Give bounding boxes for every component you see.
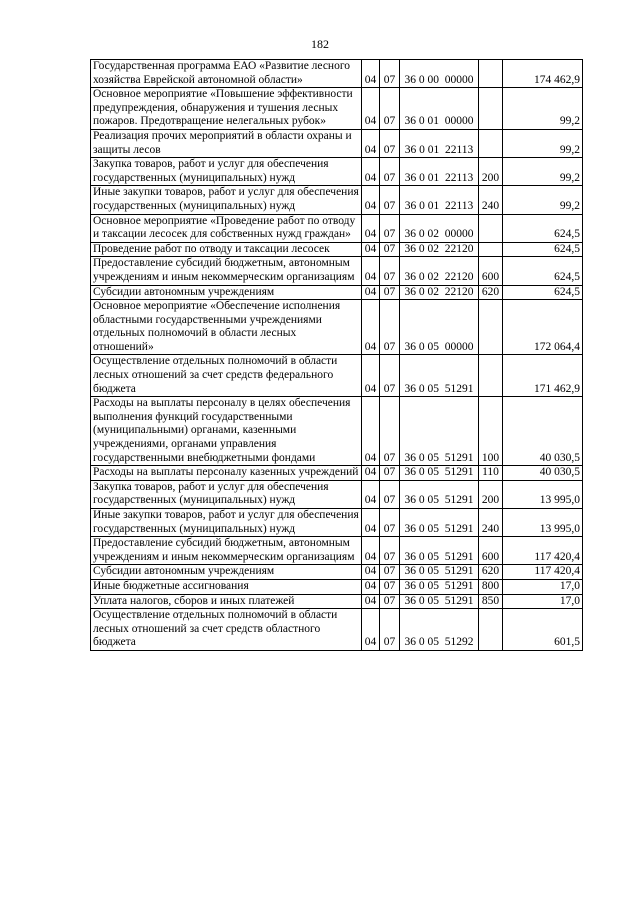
direction-code: 51291: [444, 451, 474, 464]
row-amount: 99,2: [503, 186, 583, 214]
row-subsection-code: 07: [380, 480, 400, 508]
page-number: 182: [311, 37, 329, 51]
row-expense-type-code: 620: [479, 285, 503, 300]
program-code: 36: [404, 199, 417, 212]
main-activity-code: 02: [427, 285, 439, 298]
row-section-code: 04: [362, 60, 380, 88]
row-expense-type-code: 600: [479, 257, 503, 285]
subprogram-code: 0: [418, 285, 425, 298]
row-amount: 13 995,0: [503, 509, 583, 537]
main-activity-code: 00: [427, 73, 439, 86]
program-code: 36: [404, 73, 416, 86]
table-row: [91, 480, 583, 508]
row-section-code: 04: [362, 88, 380, 130]
row-amount: 172 064,4: [503, 300, 583, 355]
row-section-code: 04: [362, 242, 380, 257]
row-expense-type-code: [479, 242, 503, 257]
row-subsection-code: 07: [380, 537, 400, 565]
table-row: [91, 214, 583, 242]
program-code: 36: [404, 522, 416, 535]
row-target-article-code: [400, 257, 479, 285]
row-subsection-code: 07: [380, 609, 400, 651]
program-code: 36: [404, 242, 416, 255]
row-amount: 17,0: [503, 594, 583, 609]
program-code: 36: [404, 228, 416, 241]
table-row: [91, 242, 583, 257]
direction-code: 51291: [444, 579, 474, 592]
row-section-code: 04: [362, 509, 380, 537]
row-section-code: 04: [362, 214, 380, 242]
row-name: Основное мероприятие «Проведение работ по отводу и таксации лесосек для собственных нужд граждан»: [91, 214, 362, 242]
row-target-article-code: [400, 129, 479, 157]
direction-code: 00000: [444, 115, 474, 128]
row-target-article-code: [400, 509, 479, 537]
row-target-article-code: [400, 480, 479, 508]
subprogram-code: 0: [419, 171, 425, 184]
row-name: Закупка товаров, работ и услуг для обеспечения государственных (муниципальных) нужд: [91, 480, 362, 508]
program-code: 36: [404, 451, 416, 464]
row-amount: 17,0: [503, 579, 583, 594]
table-row: [91, 158, 583, 186]
row-subsection-code: 07: [380, 158, 400, 186]
main-activity-code: 02: [427, 242, 439, 255]
direction-code: 51291: [444, 594, 474, 607]
direction-code: 00000: [444, 73, 474, 86]
row-section-code: 04: [362, 257, 380, 285]
row-expense-type-code: [479, 355, 503, 397]
table-row: [91, 88, 583, 130]
row-name: Иные закупки товаров, работ и услуг для обеспечения государственных (муниципальных) нужд: [91, 509, 362, 537]
row-amount: 13 995,0: [503, 480, 583, 508]
row-expense-type-code: [479, 300, 503, 355]
row-name: Иные закупки товаров, работ и услуг для обеспечения государственных (муниципальных) нужд: [91, 186, 362, 214]
row-subsection-code: 07: [380, 129, 400, 157]
row-subsection-code: 07: [380, 300, 400, 355]
direction-code: 51291: [444, 494, 474, 507]
row-name: Предоставление субсидий бюджетным, автономным учреждениям и иным некоммерческим организациям: [91, 537, 362, 565]
row-subsection-code: 07: [380, 242, 400, 257]
main-activity-code: 05: [427, 494, 439, 507]
direction-code: 51291: [444, 522, 474, 535]
table-row: [91, 609, 583, 651]
row-subsection-code: 07: [380, 594, 400, 609]
direction-code: 22120: [444, 270, 474, 283]
row-subsection-code: 07: [380, 257, 400, 285]
row-expense-type-code: 200: [479, 480, 503, 508]
main-activity-code: 01: [427, 171, 440, 184]
row-target-article-code: [400, 594, 479, 609]
program-code: 36: [404, 594, 416, 607]
table-row: [91, 129, 583, 157]
row-name: Осуществление отдельных полномочий в области лесных отношений за счет средств областного бюджета: [91, 609, 362, 651]
program-code: 36: [404, 565, 416, 578]
row-target-article-code: [400, 300, 479, 355]
subprogram-code: 0: [418, 115, 425, 128]
row-name: Иные бюджетные ассигнования: [91, 579, 362, 594]
row-expense-type-code: [479, 214, 503, 242]
row-amount: 117 420,4: [503, 537, 583, 565]
row-target-article-code: [400, 242, 479, 257]
row-target-article-code: [400, 88, 479, 130]
row-target-article-code: [400, 579, 479, 594]
row-amount: 99,2: [503, 158, 583, 186]
main-activity-code: 05: [427, 550, 439, 563]
row-amount: 624,5: [503, 257, 583, 285]
program-code: 36: [404, 466, 416, 479]
program-code: 36: [404, 382, 416, 395]
main-activity-code: 05: [427, 466, 439, 479]
row-name: Основное мероприятие «Обеспечение исполнения областными государственными учреждениями отдельных полномочий в области лесных отношений»: [91, 300, 362, 355]
row-subsection-code: 07: [380, 397, 400, 466]
direction-code: 22113: [444, 199, 474, 212]
program-code: 36: [404, 494, 416, 507]
table-row: [91, 60, 583, 88]
main-activity-code: 01: [427, 143, 440, 156]
row-expense-type-code: 240: [479, 509, 503, 537]
row-subsection-code: 07: [380, 579, 400, 594]
subprogram-code: 0: [418, 579, 425, 592]
main-activity-code: 05: [427, 340, 439, 353]
row-name: Осуществление отдельных полномочий в области лесных отношений за счет средств федерального бюджета: [91, 355, 362, 397]
program-code: 36: [404, 550, 416, 563]
row-section-code: 04: [362, 129, 380, 157]
subprogram-code: 0: [418, 228, 425, 241]
program-code: 36: [404, 171, 417, 184]
row-section-code: 04: [362, 397, 380, 466]
row-target-article-code: [400, 609, 479, 651]
row-expense-type-code: 850: [479, 594, 503, 609]
row-expense-type-code: 110: [479, 466, 503, 481]
row-amount: 624,5: [503, 242, 583, 257]
subprogram-code: 0: [419, 143, 425, 156]
table-row: [91, 594, 583, 609]
table-row: [91, 397, 583, 466]
program-code: 36: [404, 270, 416, 283]
row-name: Субсидии автономным учреждениям: [91, 565, 362, 580]
row-amount: 99,2: [503, 129, 583, 157]
budget-table: [90, 59, 583, 651]
row-section-code: 04: [362, 565, 380, 580]
subprogram-code: 0: [418, 565, 425, 578]
direction-code: 00000: [444, 228, 474, 241]
row-expense-type-code: [479, 609, 503, 651]
table-row: [91, 186, 583, 214]
row-section-code: 04: [362, 355, 380, 397]
program-code: 36: [404, 579, 416, 592]
row-section-code: 04: [362, 285, 380, 300]
program-code: 36: [404, 143, 417, 156]
row-expense-type-code: 620: [479, 565, 503, 580]
program-code: 36: [404, 285, 416, 298]
direction-code: 22113: [444, 171, 474, 184]
row-subsection-code: 07: [380, 565, 400, 580]
main-activity-code: 05: [427, 522, 439, 535]
row-name: Основное мероприятие «Повышение эффективности предупреждения, обнаружения и тушения лесных пожаров. Предотвращение нелегальных рубок»: [91, 88, 362, 130]
direction-code: 51291: [444, 466, 474, 479]
row-target-article-code: [400, 60, 479, 88]
row-section-code: 04: [362, 579, 380, 594]
subprogram-code: 0: [418, 494, 425, 507]
table-row: [91, 509, 583, 537]
subprogram-code: 0: [418, 594, 425, 607]
row-target-article-code: [400, 565, 479, 580]
table-row: [91, 579, 583, 594]
row-target-article-code: [400, 186, 479, 214]
subprogram-code: 0: [418, 73, 425, 86]
direction-code: 22120: [444, 285, 474, 298]
row-amount: 171 462,9: [503, 355, 583, 397]
program-code: 36: [404, 340, 416, 353]
subprogram-code: 0: [418, 451, 425, 464]
row-target-article-code: [400, 537, 479, 565]
row-section-code: 04: [362, 537, 380, 565]
main-activity-code: 05: [427, 451, 439, 464]
main-activity-code: 01: [427, 115, 439, 128]
subprogram-code: 0: [418, 522, 425, 535]
direction-code: 22120: [444, 242, 474, 255]
row-section-code: 04: [362, 594, 380, 609]
direction-code: 22113: [444, 143, 474, 156]
table-row: [91, 355, 583, 397]
row-name: Уплата налогов, сборов и иных платежей: [91, 594, 362, 609]
row-amount: 174 462,9: [503, 60, 583, 88]
row-subsection-code: 07: [380, 285, 400, 300]
row-expense-type-code: 600: [479, 537, 503, 565]
table-row: [91, 257, 583, 285]
row-amount: 624,5: [503, 285, 583, 300]
direction-code: 51292: [444, 636, 474, 649]
main-activity-code: 02: [427, 228, 439, 241]
row-amount: 40 030,5: [503, 397, 583, 466]
row-amount: 601,5: [503, 609, 583, 651]
direction-code: 51291: [444, 565, 474, 578]
program-code: 36: [404, 636, 416, 649]
row-name: Реализация прочих мероприятий в области охраны и защиты лесов: [91, 129, 362, 157]
row-expense-type-code: [479, 88, 503, 130]
row-target-article-code: [400, 466, 479, 481]
row-name: Расходы на выплаты персоналу в целях обеспечения выполнения функций государственными (муниципальными) органами, казенными учреждениями, органами управления государственными внебюджетными фондами: [91, 397, 362, 466]
row-amount: 99,2: [503, 88, 583, 130]
row-section-code: 04: [362, 466, 380, 481]
row-section-code: 04: [362, 158, 380, 186]
main-activity-code: 02: [427, 270, 439, 283]
row-amount: 40 030,5: [503, 466, 583, 481]
row-amount: 624,5: [503, 214, 583, 242]
row-subsection-code: 07: [380, 88, 400, 130]
row-target-article-code: [400, 158, 479, 186]
budget-table-body: [91, 60, 583, 651]
row-name: Проведение работ по отводу и таксации лесосек: [91, 242, 362, 257]
subprogram-code: 0: [418, 382, 425, 395]
row-section-code: 04: [362, 300, 380, 355]
table-row: [91, 565, 583, 580]
main-activity-code: 05: [427, 565, 439, 578]
main-activity-code: 05: [427, 636, 439, 649]
row-section-code: 04: [362, 186, 380, 214]
subprogram-code: 0: [419, 199, 425, 212]
subprogram-code: 0: [418, 242, 425, 255]
row-name: Закупка товаров, работ и услуг для обеспечения государственных (муниципальных) нужд: [91, 158, 362, 186]
row-amount: 117 420,4: [503, 565, 583, 580]
row-section-code: 04: [362, 609, 380, 651]
subprogram-code: 0: [418, 270, 425, 283]
row-expense-type-code: 200: [479, 158, 503, 186]
row-section-code: 04: [362, 480, 380, 508]
main-activity-code: 05: [427, 594, 439, 607]
row-name: Государственная программа ЕАО «Развитие лесного хозяйства Еврейской автономной области»: [91, 60, 362, 88]
main-activity-code: 05: [427, 579, 439, 592]
row-target-article-code: [400, 214, 479, 242]
row-name: Субсидии автономным учреждениям: [91, 285, 362, 300]
row-expense-type-code: [479, 60, 503, 88]
row-target-article-code: [400, 397, 479, 466]
direction-code: 00000: [444, 340, 474, 353]
subprogram-code: 0: [418, 466, 425, 479]
row-subsection-code: 07: [380, 509, 400, 537]
table-row: [91, 285, 583, 300]
table-row: [91, 466, 583, 481]
direction-code: 51291: [444, 382, 474, 395]
row-subsection-code: 07: [380, 186, 400, 214]
table-row: [91, 537, 583, 565]
row-subsection-code: 07: [380, 60, 400, 88]
row-subsection-code: 07: [380, 214, 400, 242]
subprogram-code: 0: [418, 340, 425, 353]
row-target-article-code: [400, 355, 479, 397]
row-name: Предоставление субсидий бюджетным, автономным учреждениям и иным некоммерческим организациям: [91, 257, 362, 285]
row-subsection-code: 07: [380, 355, 400, 397]
program-code: 36: [404, 115, 416, 128]
row-expense-type-code: 100: [479, 397, 503, 466]
table-row: [91, 300, 583, 355]
row-expense-type-code: 800: [479, 579, 503, 594]
row-expense-type-code: [479, 129, 503, 157]
direction-code: 51291: [444, 550, 474, 563]
main-activity-code: 01: [427, 199, 440, 212]
row-subsection-code: 07: [380, 466, 400, 481]
row-name: Расходы на выплаты персоналу казенных учреждений: [91, 466, 362, 481]
row-expense-type-code: 240: [479, 186, 503, 214]
main-activity-code: 05: [427, 382, 439, 395]
subprogram-code: 0: [418, 550, 425, 563]
subprogram-code: 0: [418, 636, 425, 649]
row-target-article-code: [400, 285, 479, 300]
